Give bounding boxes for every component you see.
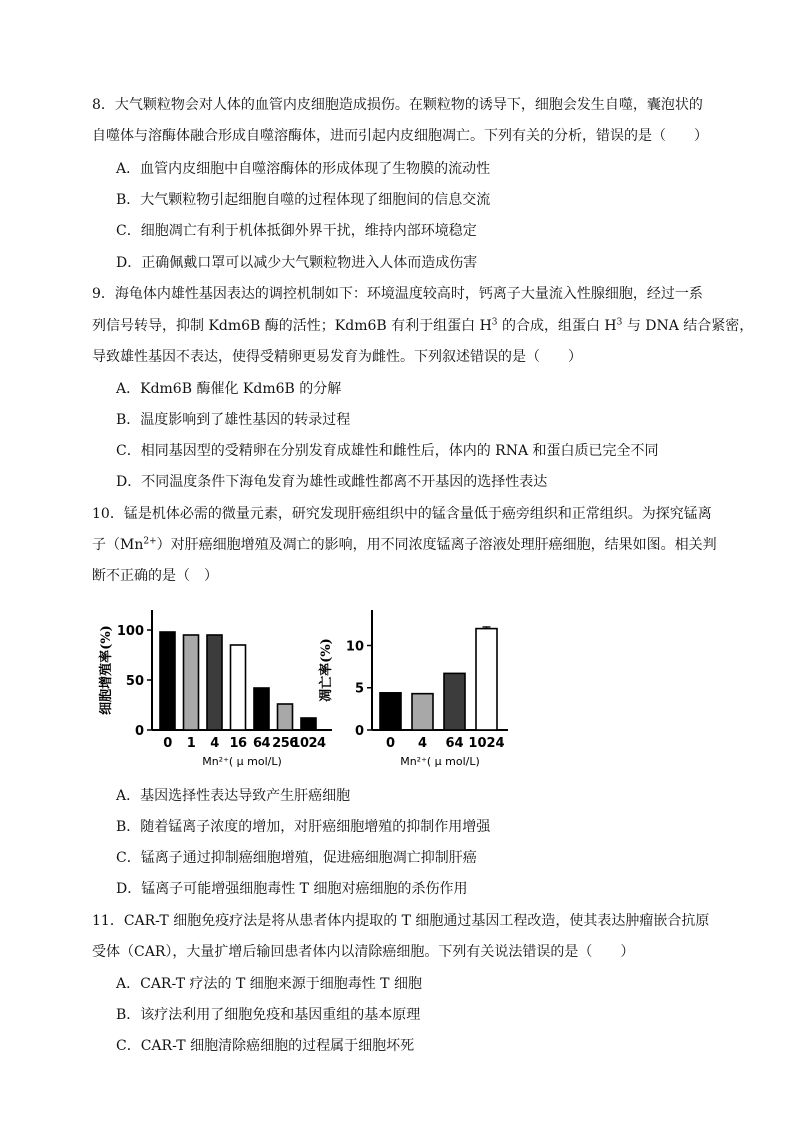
bar-1 — [184, 635, 199, 730]
bar-64 — [444, 673, 465, 730]
q11-stem-line-2: 受体（CAR），大量扩增后输回患者体内以清除癌细胞。下列有关说法错误的是（ ） — [92, 944, 635, 960]
q10-option-c: C．锰离子通过抑制癌细胞增殖，促进癌细胞凋亡抑制肝癌 — [116, 850, 477, 866]
bar-4 — [207, 635, 222, 730]
q10-option-b: B．随着锰离子浓度的增加，对肝癌细胞增殖的抑制作用增强 — [116, 819, 491, 835]
q8-option-a: A．血管内皮细胞中自噬溶酶体的形成体现了生物膜的流动性 — [116, 161, 491, 177]
q11-stem-line-1: 11．CAR-T 细胞免疫疗法是将从患者体内提取的 T 细胞通过基因工程改造，使其表达肿瘤嵌合抗原 — [92, 913, 710, 929]
x-tick-label: 256 — [272, 736, 298, 751]
x-tick-label: 1024 — [468, 736, 505, 751]
q9-option-b: B．温度影响到了雄性基因的转录过程 — [116, 412, 351, 428]
q10-option-d: D．锰离子可能增强细胞毒性 T 细胞对癌细胞的杀伤作用 — [116, 881, 468, 897]
q10-stem-line-2: 子$(Mn^{2+})$对肝癌细胞增殖及凋亡的影响，用不同浓度锰离子溶液处理肝癌细胞，结果如图。相关判 — [92, 536, 717, 553]
q10-stem-line-3: 断不正确的是（ ） — [92, 568, 218, 584]
x-tick-label: 0 — [163, 736, 172, 751]
x-tick-label: 16 — [229, 736, 247, 751]
x-axis-label: Mn²⁺( μ mol/L) — [400, 755, 480, 768]
q9-stem-line-2: 列信号转导，抑制 Kdm6B 酶的活性；Kdm6B 有利于组蛋白 $H^3$ 的合成，组蛋白 $H^3$ 与 DNA 结合紧密， — [92, 317, 754, 334]
proliferation-chart — [98, 610, 332, 768]
q8-option-b: B．大气颗粒物引起细胞自噬的过程体现了细胞间的信息交流 — [116, 192, 491, 208]
x-tick-label: 1 — [186, 736, 196, 751]
q8-stem-line-1: 8．大气颗粒物会对人体的血管内皮细胞造成损伤。在颗粒物的诱导下，细胞会发生自噬，囊泡状的 — [92, 97, 703, 113]
y-tick-label: 0 — [354, 724, 364, 739]
q8-option-d: D．正确佩戴口罩可以减少大气颗粒物进入人体而造成伤害 — [116, 255, 478, 271]
bar-0 — [380, 693, 401, 730]
x-tick-label: 1024 — [291, 736, 326, 751]
bar-1024 — [301, 718, 316, 730]
q9-option-c: C．相同基因型的受精卵在分别发育成雄性和雌性后，体内的 RNA 和蛋白质已完全不同 — [116, 443, 659, 459]
bar-16 — [231, 645, 246, 730]
bar-4 — [412, 694, 433, 730]
q11-option-c: C．CAR-T 细胞清除癌细胞的过程属于细胞坏死 — [116, 1038, 415, 1054]
q10-stem-line-1: 10．锰是机体必需的微量元素，研究发现肝癌组织中的锰含量低于癌旁组织和正常组织。为探究锰离 — [92, 506, 712, 522]
y-tick-label: 5 — [354, 681, 364, 697]
bar-64 — [254, 688, 269, 730]
y-tick-label: 50 — [125, 674, 144, 689]
q9-option-d: D．不同温度条件下海龟发育为雄性或雌性都离不开基因的选择性表达 — [116, 474, 548, 490]
x-tick-label: 64 — [445, 736, 464, 751]
q10-option-a: A．基因选择性表达导致产生肝癌细胞 — [116, 788, 351, 804]
x-tick-label: 0 — [385, 736, 396, 751]
q8-option-c: C．细胞凋亡有利于机体抵御外界干扰，维持内部环境稳定 — [116, 223, 477, 239]
bar-1024 — [476, 629, 497, 730]
x-tick-label: 4 — [210, 736, 219, 751]
q9-option-a: A．Kdm6B 酶催化 Kdm6B 的分解 — [116, 381, 342, 397]
y-axis-label: 细胞增殖率(%) — [99, 625, 114, 715]
q11-option-b: B．该疗法利用了细胞免疫和基因重组的基本原理 — [116, 1007, 421, 1023]
y-tick-label: 10 — [345, 639, 364, 655]
apoptosis-chart — [318, 610, 508, 768]
q9-stem-line-1: 9．海龟体内雄性基因表达的调控机制如下：环境温度较高时，钙离子大量流入性腺细胞，经过一系 — [92, 286, 703, 302]
bar-0 — [160, 632, 175, 730]
q8-stem-line-2: 自噬体与溶酶体融合形成自噬溶酶体，进而引起内皮细胞凋亡。下列有关的分析，错误的是（ ） — [92, 128, 708, 144]
y-tick-label: 100 — [116, 624, 144, 639]
x-tick-label: 4 — [417, 736, 428, 751]
y-axis-label: 凋亡率(%) — [319, 638, 334, 702]
y-tick-label: 0 — [134, 724, 144, 739]
x-tick-label: 64 — [252, 736, 271, 751]
q11-option-a: A．CAR-T 疗法的 T 细胞来源于细胞毒性 T 细胞 — [116, 976, 422, 992]
q9-stem-line-3: 导致雄性基因不表达，使得受精卵更易发育为雌性。下列叙述错误的是（ ） — [92, 349, 582, 365]
bar-256 — [278, 704, 293, 730]
x-axis-label: Mn²⁺( μ mol/L) — [202, 755, 282, 768]
q10-figure — [96, 600, 505, 772]
